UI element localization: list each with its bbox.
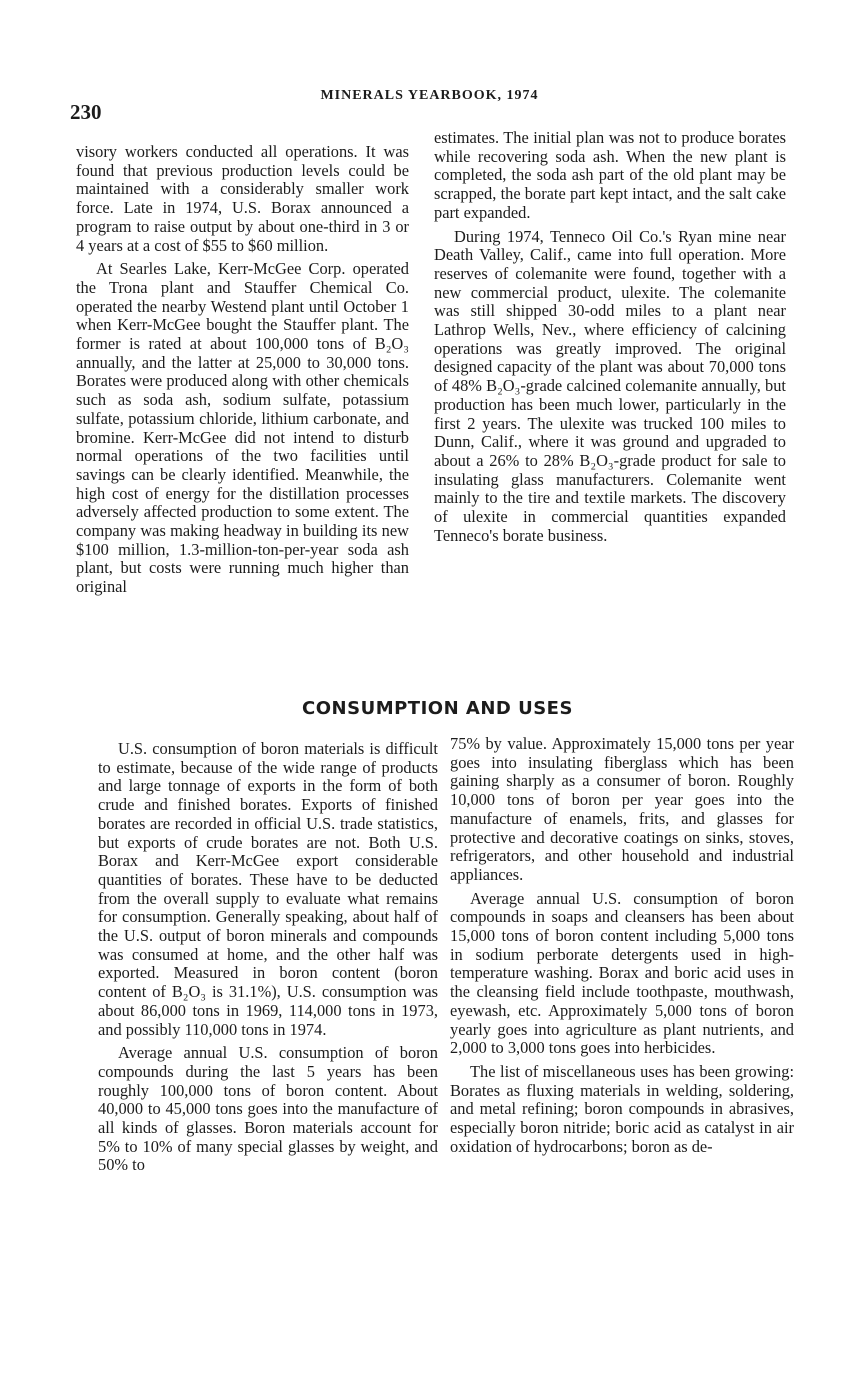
paragraph: 75% by value. Approximately 15,000 tons per year goes into insulating fiberglass which has been gaining sharply as a consumer of boron. Roughly 10,000 tons of boron per year goes into the manufacture of enamels, frits, and glasses for protective and decorative coatings on sinks, stoves, refrigerators, and other household and industrial appliances. bbox=[450, 734, 794, 884]
paragraph: Average annual U.S. consumption of boron compounds during the last 5 years has been roughly 100,000 tons of boron content. About 40,000 to 45,000 tons goes into the manufacture of all kinds of glasses. Boron materials account for 5% to 10% of many special glasses by weight, and 50% to bbox=[98, 1043, 438, 1175]
page-number: 230 bbox=[70, 100, 102, 124]
paragraph: visory workers conducted all operations. It was found that previous production levels could be maintained with a considerably smaller work force. Late in 1974, U.S. Borax announced a program to raise output by about one-third in 3 or 4 years at a cost of $55 to $60 million. bbox=[76, 142, 409, 255]
paragraph: estimates. The initial plan was not to produce borates while recovering soda ash. When the new plant is completed, the soda ash part of the old plant may be scrapped, the borate part kept intact, and the salt cake part expanded. bbox=[434, 128, 786, 222]
bottom-right-column bbox=[450, 735, 794, 1161]
top-left-column bbox=[76, 143, 409, 602]
paragraph: During 1974, Tenneco Oil Co.'s Ryan mine near Death Valley, Calif., came into full operation. More reserves of colemanite were found, together with a new commercial product, ulexite. The colemanite was still shipped 30-odd miles to a plant near Lathrop Wells, Nev., where efficiency of calcining operations was greatly improved. The original designed capacity of the plant was about 70,000 tons of 48% B₂O₃-grade calcined colemanite annually, but production has been much lower, particularly in the first 2 years. The ulexite was trucked 100 miles to Dunn, Calif., where it was ground and upgraded to about a 26% to 28% B₂O₃-grade product for sale to insulating glass manufacturers. Colemanite went mainly to the tire and textile markets. The discovery of ulexite in commercial quantities expanded Tenneco's borate business. bbox=[434, 226, 786, 545]
paragraph: U.S. consumption of boron materials is difficult to estimate, because of the wide range of products and large tonnage of exports in the form of both crude and finished borates. Exports of finished borates are recorded in official U.S. trade statistics, but exports of crude borates are not. Both U.S. Borax and Kerr-McGee export considerable quantities of borates. These have to be deducted from the overall supply to evaluate what remains for consumption. Generally speaking, about half of the U.S. output of boron minerals and compounds was consumed at home, and the other half was exported. Measured in boron content (boron content of B₂O₃ is 31.1%), U.S. consumption was about 86,000 tons in 1969, 114,000 tons in 1973, and possibly 110,000 tons in 1974. bbox=[98, 739, 438, 1039]
running-title: MINERALS YEARBOOK, 1974 bbox=[320, 88, 539, 103]
top-right-column bbox=[434, 129, 786, 550]
section-heading: CONSUMPTION AND USES bbox=[302, 698, 573, 719]
paragraph: The list of miscellaneous uses has been growing: Borates as fluxing materials in welding, soldering, and metal refining; boron compounds in abrasives, especially boron nitride; boric acid as catalyst in air oxidation of hydrocarbons; boron as de- bbox=[450, 1061, 794, 1156]
paragraph: Average annual U.S. consumption of boron compounds in soaps and cleansers has been about 15,000 tons of boron content including 5,000 tons in sodium perborate detergents used in high-temperature washing. Borax and boric acid uses in the cleansing field include toothpaste, mouthwash, eyewash, etc. Approximately 5,000 tons of boron yearly goes into agriculture as plant nutrients, and 2,000 to 3,000 tons goes into herbicides. bbox=[450, 888, 794, 1058]
bottom-left-column bbox=[98, 740, 438, 1180]
paragraph: At Searles Lake, Kerr-McGee Corp. operated the Trona plant and Stauffer Chemical Co. operated the nearby Westend plant until October 1 when Kerr-McGee bought the Stauffer plant. The former is rated at about 100,000 tons of B₂O₃ annually, and the latter at 25,000 to 30,000 tons. Borates were produced along with other chemicals such as soda ash, sodium sulfate, potassium sulfate, potassium chloride, lithium carbonate, and bromine. Kerr-McGee did not intend to disturb normal operations of the two facilities until savings can be clearly identified. Meanwhile, the high cost of energy for the distillation processes adversely affected production to some extent. The company was making headway in building its new $100 million, 1.3-million-ton-per-year soda ash plant, but costs were running much higher than original bbox=[76, 259, 409, 597]
